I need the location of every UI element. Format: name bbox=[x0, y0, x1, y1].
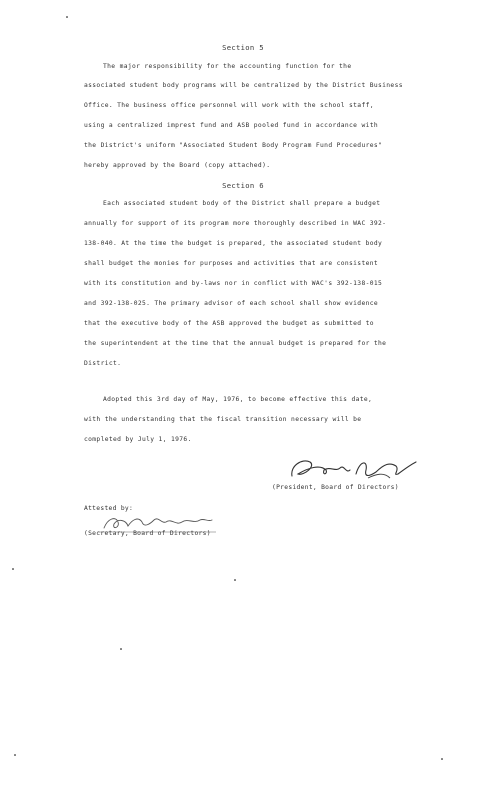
scan-speck bbox=[14, 754, 16, 756]
attested-by-label: Attested by: bbox=[84, 505, 134, 512]
section-5-line: The major responsibility for the accounting function for the bbox=[103, 63, 352, 70]
secretary-caption: (Secretary, Board of Directors) bbox=[84, 530, 211, 537]
scan-speck bbox=[66, 16, 68, 18]
scan-speck bbox=[234, 579, 236, 581]
section-6-heading: Section 6 bbox=[222, 181, 264, 190]
section-6-line: annually for support of its program more thoroughly described in WAC 392- bbox=[84, 220, 387, 227]
section-6-line: District. bbox=[84, 360, 122, 367]
president-signature bbox=[280, 452, 430, 486]
section-6-line: Each associated student body of the District shall prepare a budget bbox=[103, 200, 381, 207]
section-5-line: the District's uniform "Associated Student Body Program Fund Procedures" bbox=[84, 142, 383, 149]
adoption-line: Adopted this 3rd day of May, 1976, to become effective this date, bbox=[103, 396, 373, 403]
section-5-heading: Section 5 bbox=[222, 43, 264, 52]
section-5-line: hereby approved by the Board (copy attached). bbox=[84, 162, 271, 169]
section-6-line: with its constitution and by-laws nor in conflict with WAC's 392-138-015 bbox=[84, 280, 383, 287]
adoption-line: completed by July 1, 1976. bbox=[84, 436, 192, 443]
section-6-line: and 392-138-025. The primary advisor of each school shall show evidence bbox=[84, 300, 379, 307]
adoption-line: with the understanding that the fiscal transition necessary will be bbox=[84, 416, 362, 423]
scan-speck bbox=[120, 648, 122, 650]
section-5-line: Office. The business office personnel will work with the school staff, bbox=[84, 102, 374, 109]
section-6-line: shall budget the monies for purposes and activities that are consistent bbox=[84, 260, 379, 267]
section-6-line: the superintendent at the time that the annual budget is prepared for the bbox=[84, 340, 387, 347]
scan-speck bbox=[12, 568, 14, 570]
section-6-line: that the executive body of the ASB approved the budget as submitted to bbox=[84, 320, 374, 327]
section-6-line: 138-040. At the time the budget is prepared, the associated student body bbox=[84, 240, 383, 247]
section-5-line: using a centralized imprest fund and ASB pooled fund in accordance with bbox=[84, 122, 379, 129]
section-5-line: associated student body programs will be centralized by the District Business bbox=[84, 82, 403, 89]
scan-speck bbox=[441, 758, 443, 760]
president-caption: (President, Board of Directors) bbox=[272, 484, 399, 491]
